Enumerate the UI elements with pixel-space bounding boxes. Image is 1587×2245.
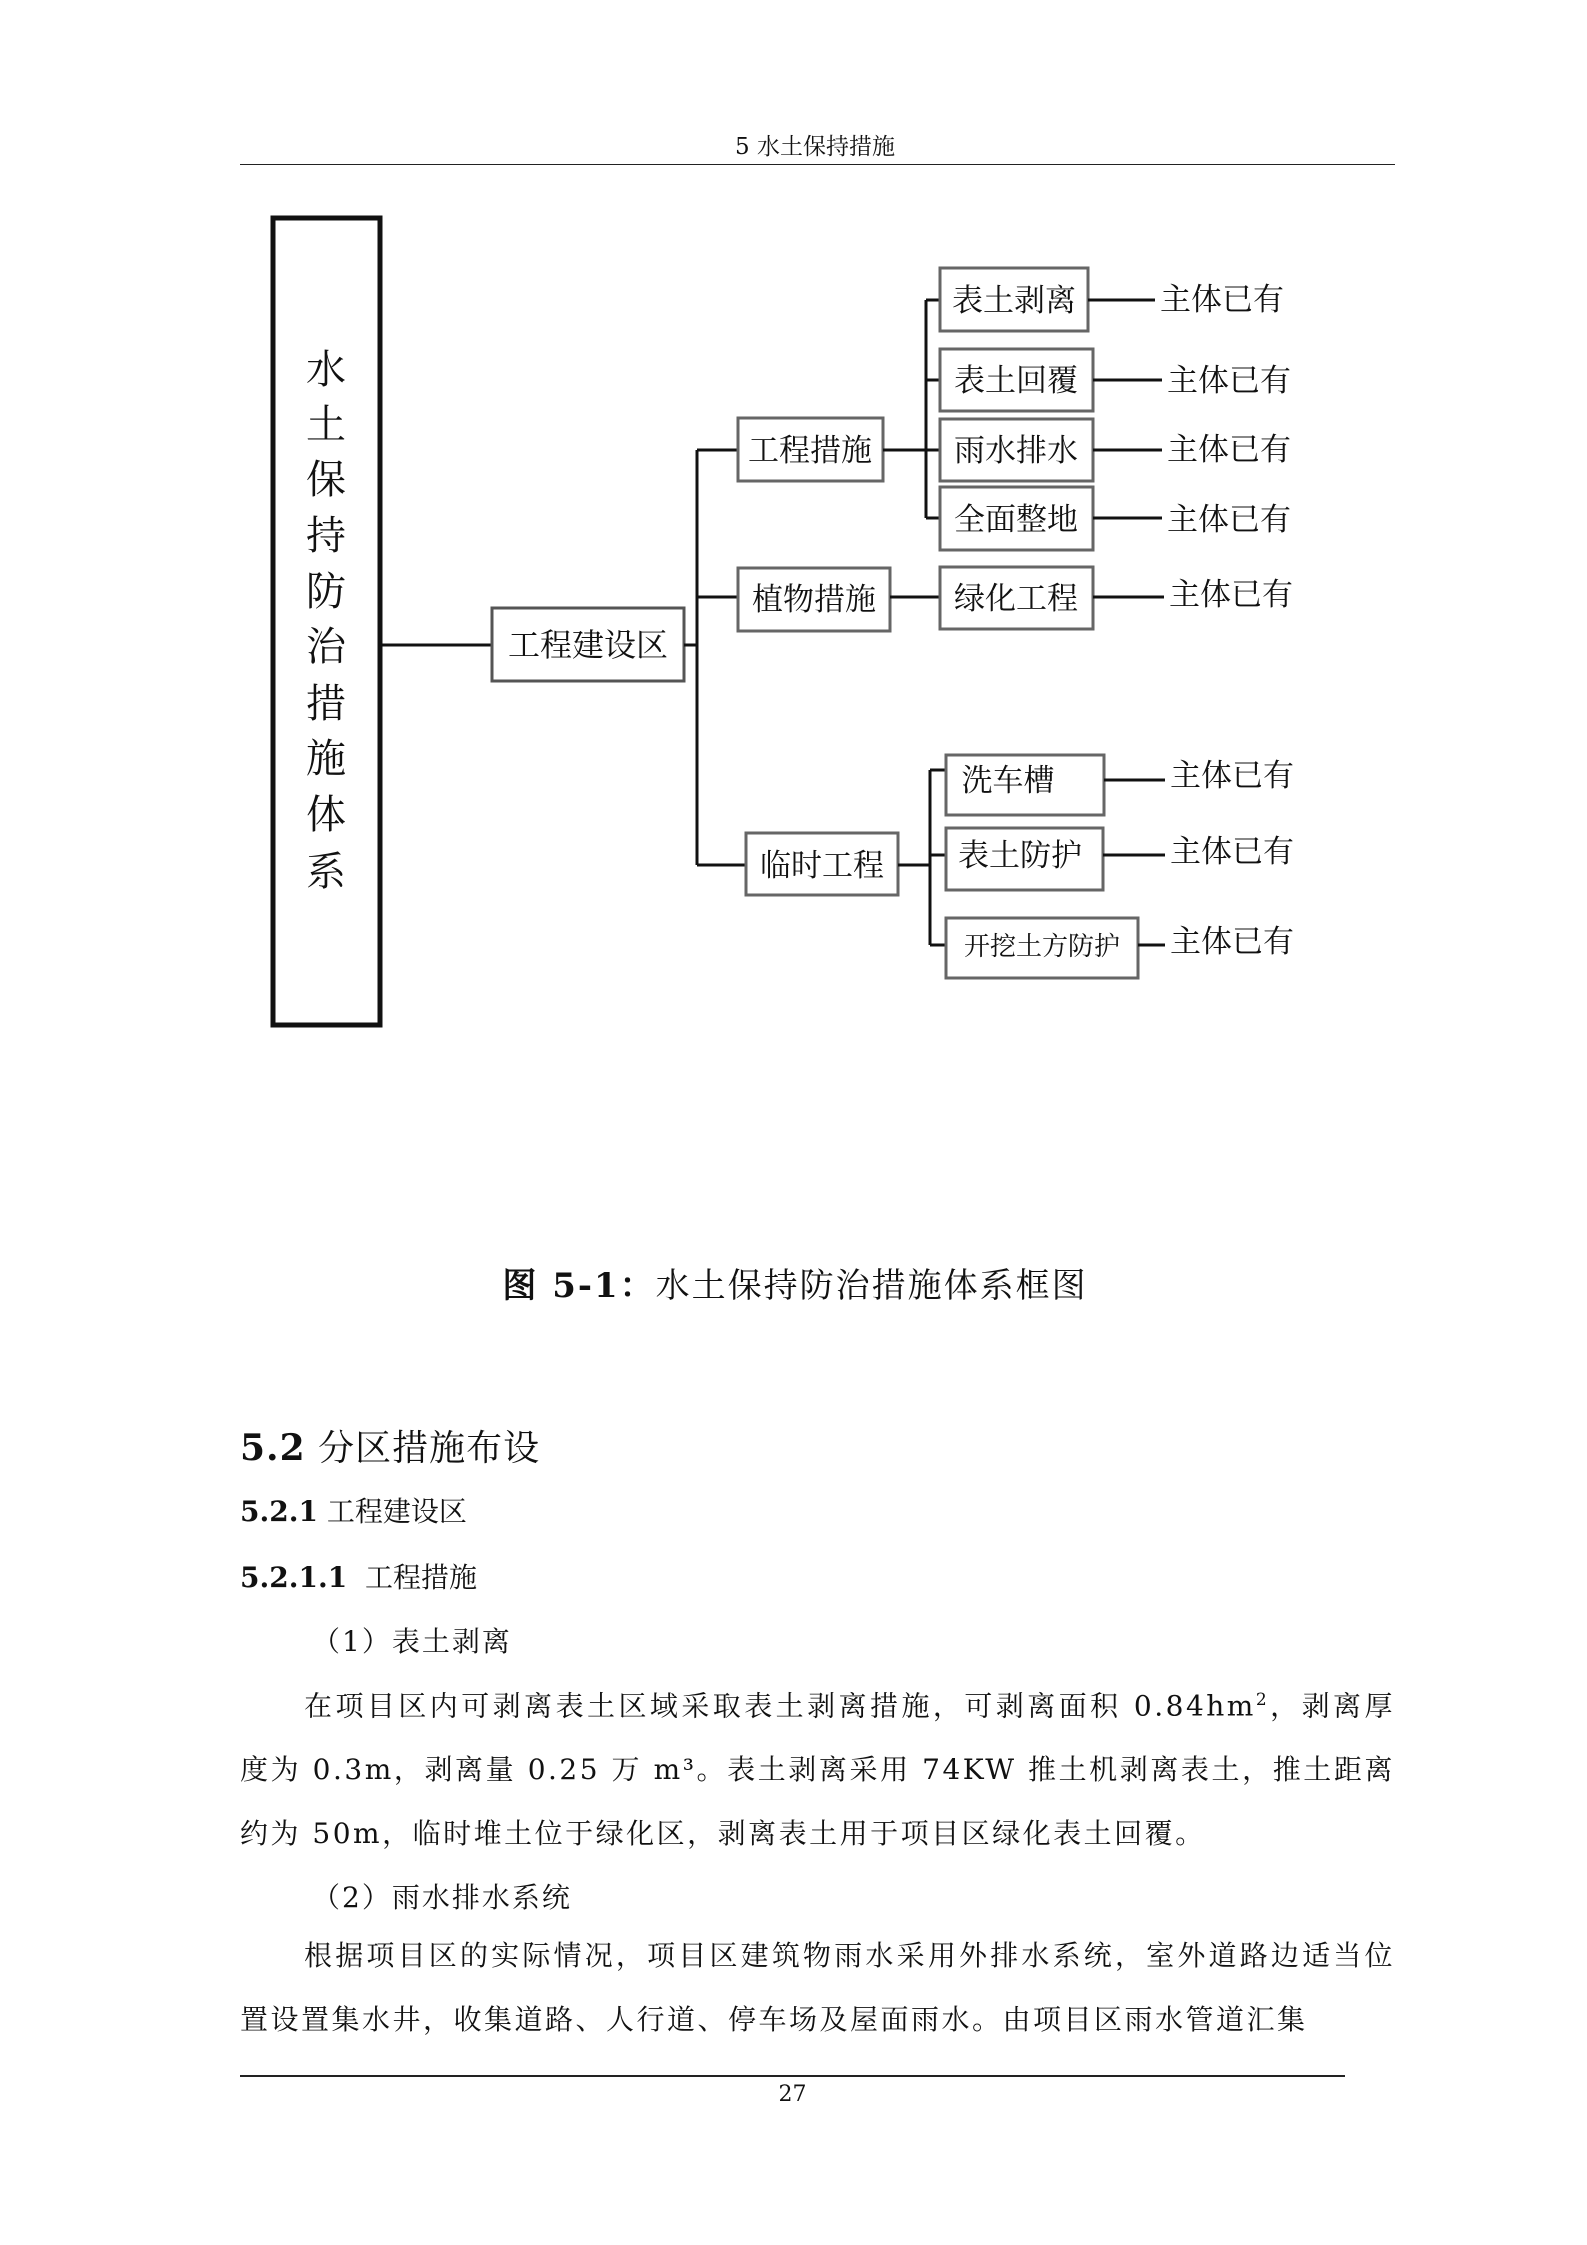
- paragraph: 根据项目区的实际情况，项目区建筑物雨水采用外排水系统，室外道路边适当位置设置集水井，收集道路、人行道、停车场及屋面雨水。由项目区雨水管道汇集: [240, 1939, 1395, 2036]
- measure-label: 表土防护: [958, 838, 1082, 874]
- root-char: 防: [306, 569, 346, 615]
- paragraph-text: 在项目区内可剥离表土区域采取表土剥离措施，可剥离面积 0.84hm: [304, 1689, 1256, 1723]
- page-number: 27: [778, 2082, 807, 2107]
- subsection-number: 5.2.1: [240, 1495, 318, 1528]
- subsubsection-heading: [240, 1556, 477, 1596]
- zone-label: 工程建设区: [507, 626, 669, 664]
- figure-caption: [240, 1258, 1350, 1307]
- caption-label: 图 5-1：: [502, 1266, 656, 1306]
- status-label: 主体已有: [1167, 502, 1291, 538]
- measure-label: 洗车槽: [961, 763, 1055, 799]
- root-box: [273, 218, 380, 1025]
- status-label: 主体已有: [1167, 363, 1291, 399]
- list-item: （1）表土剥离: [312, 1625, 512, 1658]
- category-label: 植物措施: [752, 582, 876, 618]
- caption-text: 水土保持防治措施体系框图: [655, 1266, 1088, 1306]
- root-char: 治: [306, 624, 346, 670]
- measures-diagram: [0, 0, 1587, 1100]
- section-heading: [240, 1420, 540, 1471]
- root-char: 体: [306, 792, 346, 838]
- status-label: 主体已有: [1170, 924, 1294, 960]
- category-label: 工程措施: [748, 433, 872, 469]
- status-label: 主体已有: [1160, 282, 1284, 318]
- list-item: （2）雨水排水系统: [312, 1881, 572, 1914]
- subsection-title: 工程建设区: [326, 1495, 467, 1528]
- section-title: 分区措施布设: [318, 1428, 541, 1469]
- root-char: 水: [306, 347, 346, 393]
- page-header: 5 水土保持措施: [735, 134, 895, 160]
- subsubsection-number: 5.2.1.1: [240, 1561, 348, 1594]
- superscript: 2: [1255, 1690, 1270, 1710]
- status-label: 主体已有: [1167, 432, 1291, 468]
- root-char: 措: [306, 681, 346, 727]
- measure-label: 开挖土方防护: [963, 932, 1121, 962]
- paragraph: [240, 1668, 1395, 1866]
- footer-rule: [240, 2075, 1345, 2077]
- measure-label: 雨水排水: [954, 433, 1078, 469]
- subsubsection-title: 工程措施: [365, 1561, 478, 1594]
- status-label: 主体已有: [1170, 758, 1294, 794]
- root-char: 保: [306, 457, 346, 503]
- root-char: 施: [306, 736, 346, 782]
- category-label: 临时工程: [760, 848, 884, 884]
- root-char: 持: [306, 513, 346, 559]
- status-label: 主体已有: [1169, 577, 1293, 613]
- section-number: 5.2: [240, 1427, 306, 1469]
- root-char: 系: [306, 849, 346, 895]
- root-char: 土: [306, 402, 346, 448]
- measure-label: 表土剥离: [952, 283, 1076, 319]
- paragraph-text: ，剥离厚度为 0.3m，剥离量 0.25 万 m³。表土剥离采用 74KW 推土机剥离表土，推土距离约为 50m，临时堆土位于绿化区，剥离表土用于项目区绿化表土回覆。: [240, 1689, 1395, 1851]
- subsection-heading: [240, 1490, 467, 1530]
- status-label: 主体已有: [1170, 834, 1294, 870]
- measure-label: 全面整地: [954, 502, 1078, 538]
- measure-label: 绿化工程: [954, 581, 1078, 617]
- measure-label: 表土回覆: [954, 363, 1078, 399]
